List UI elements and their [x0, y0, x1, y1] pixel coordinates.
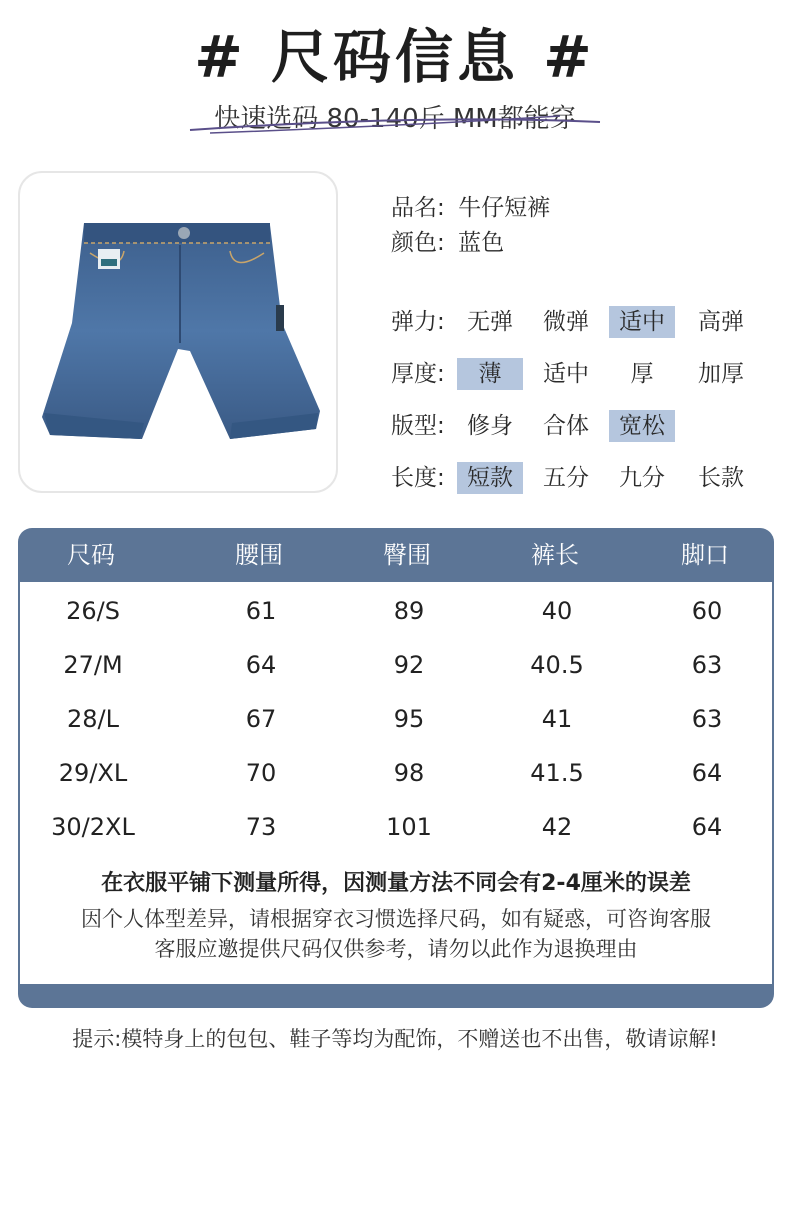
- table-row: [20, 638, 776, 692]
- size-table-footer: [18, 984, 774, 1008]
- table-cell: 63: [691, 705, 723, 733]
- subtitle-block: [0, 100, 790, 140]
- column-header: 脚口: [681, 541, 729, 569]
- product-name-row: [391, 193, 550, 223]
- table-row: [20, 692, 776, 746]
- column-header: 尺码: [67, 541, 115, 569]
- table-cell: 92: [393, 651, 425, 679]
- option: 修身: [467, 413, 513, 439]
- swoosh-underline-icon: [0, 100, 790, 140]
- column-header: 裤长: [531, 541, 579, 569]
- column-header: 腰围: [235, 541, 283, 569]
- attribute-label: 弹力:: [391, 309, 445, 335]
- product-name-label: 品名:: [391, 195, 445, 221]
- option: 长款: [698, 465, 744, 491]
- table-cell: 41.5: [530, 759, 584, 787]
- option: 五分: [543, 465, 589, 491]
- attribute-label: 长度:: [391, 465, 445, 491]
- table-row: [20, 800, 776, 854]
- table-cell: 73: [245, 813, 277, 841]
- table-row: [20, 584, 776, 638]
- attribute-label: 厚度:: [391, 361, 445, 387]
- option-selected: 适中: [609, 306, 675, 338]
- fit-advice-note: 因个人体型差异，请根据穿衣习惯选择尺码，如有疑惑，可咨询客服: [81, 907, 711, 931]
- option: 微弹: [543, 309, 589, 335]
- table-cell: 64: [691, 813, 723, 841]
- option: 适中: [543, 361, 589, 387]
- table-cell: 67: [245, 705, 277, 733]
- table-cell: 89: [393, 597, 425, 625]
- table-row: [20, 746, 776, 800]
- table-cell: 28/L: [67, 705, 119, 733]
- table-cell: 40: [541, 597, 573, 625]
- table-cell: 61: [245, 597, 277, 625]
- option: 厚: [630, 361, 654, 387]
- option: 九分: [619, 465, 665, 491]
- size-table-header: [18, 528, 774, 582]
- table-cell: 95: [393, 705, 425, 733]
- option-selected: 短款: [457, 462, 523, 494]
- product-name-value: 牛仔短裤: [458, 195, 551, 221]
- table-cell: 26/S: [66, 597, 120, 625]
- option: 合体: [543, 413, 589, 439]
- table-cell: 27/M: [63, 651, 123, 679]
- option: 高弹: [698, 309, 744, 335]
- product-photo: [18, 171, 338, 493]
- table-cell: 101: [386, 813, 432, 841]
- table-cell: 64: [245, 651, 277, 679]
- table-cell: 41: [541, 705, 573, 733]
- option: 无弹: [467, 309, 513, 335]
- option-selected: 薄: [457, 358, 523, 390]
- page-title: # 尺码信息 #: [194, 23, 596, 91]
- table-cell: 42: [541, 813, 573, 841]
- option-selected: 宽松: [609, 410, 675, 442]
- table-cell: 60: [691, 597, 723, 625]
- product-color-row: [391, 228, 504, 258]
- table-cell: 40.5: [530, 651, 584, 679]
- table-cell: 70: [245, 759, 277, 787]
- option: 加厚: [698, 361, 744, 387]
- table-cell: 63: [691, 651, 723, 679]
- product-color-label: 颜色:: [391, 230, 445, 256]
- denim-shorts-icon: [20, 173, 340, 495]
- table-cell: 64: [691, 759, 723, 787]
- accessory-tip: 提示:模特身上的包包、鞋子等均为配饰，不赠送也不出售，敬请谅解!: [72, 1027, 718, 1051]
- measurement-note: 在衣服平铺下测量所得，因测量方法不同会有2-4厘米的误差: [101, 871, 691, 896]
- product-color-value: 蓝色: [458, 230, 505, 256]
- column-header: 臀围: [383, 541, 431, 569]
- table-cell: 98: [393, 759, 425, 787]
- return-policy-note: 客服应邀提供尺码仅供参考，请勿以此作为退换理由: [154, 937, 638, 961]
- subtitle: 快速选码 80-140斤 MM都能穿: [214, 104, 576, 134]
- table-cell: 29/XL: [58, 759, 128, 787]
- attribute-label: 版型:: [391, 413, 445, 439]
- table-cell: 30/2XL: [51, 813, 135, 841]
